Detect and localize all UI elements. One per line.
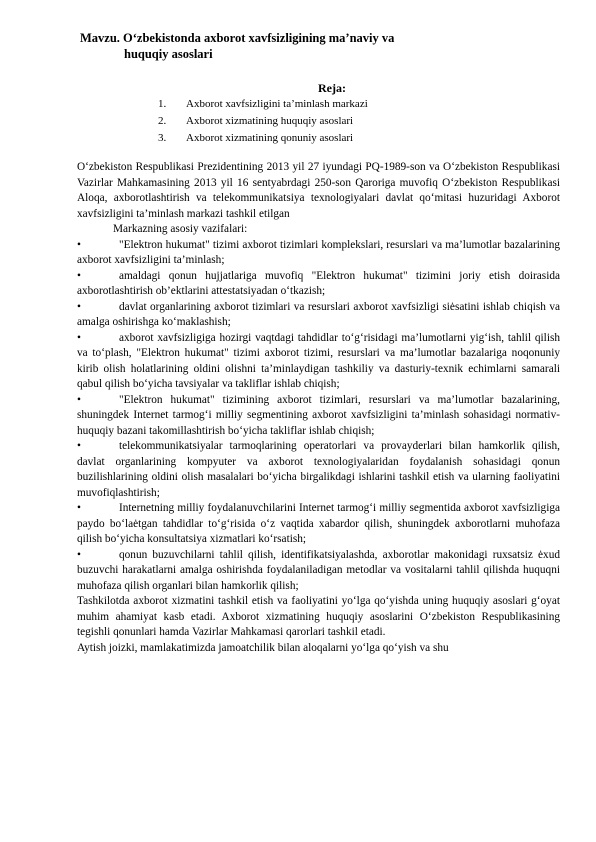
- plan-list: [158, 96, 488, 147]
- plan-item-text: Axborot xavfsizligini ta’minlash markazi: [186, 98, 368, 110]
- bullet-mark: •: [77, 331, 81, 344]
- intro-paragraph: O‘zbekiston Respublikasi Prezidentining 2013 yil 27 iyundagi PQ-1989-son va O‘zbekiston Respublikasi Vazirlar Mahkamasining 2013 yil 16 sentyabrdagi 250-son Qaroriga muvofiq O‘zbekiston Respublikasi Aloqa, axborotlashtirish va telekommunikatsiya texnologiyalari davlat qo‘mitasi huzuridagi Axborot xavfsizligini ta’minlash markazi tashkil etilgan: [77, 161, 560, 220]
- bullet-text: "Elektron hukumat" tizimining axborot tizimlari, resurslari va ma’lumotlar bazalarining, shuningdek Internet tarmog‘i milliy segmentining axborot xavfsizligini ta’minlash sohasidagi normativ-huquqiy bazani takomillashtirish bo‘yicha takliflar ishlab chiqish;: [77, 393, 560, 437]
- bullet-text: qonun buzuvchilarni tahlil qilish, identifikatsiyalashda, axborotlar makonidagi ruxsatsiz ėxud buzuvchi harakatlarni amalga oshirishda foydalaniladigan metodlar va vositalarni tahlil qilishda huquqni muhofaza qilish organlari bilan hamkorlik qilish;: [77, 548, 560, 592]
- bullet-item: [77, 269, 560, 300]
- plan-item-number: 2.: [158, 115, 167, 127]
- bullet-mark: •: [77, 440, 81, 452]
- bullet-item: [77, 439, 560, 501]
- document-title: [80, 30, 540, 62]
- bullet-item: [77, 331, 560, 393]
- title-line-2: huquqiy asoslari: [124, 47, 213, 61]
- bullet-mark: •: [77, 393, 81, 406]
- bullet-text: davlat organlarining axborot tizimlari va resurslari axborot xavfsizligi siėsatini ishlab chiqish va amalga oshirishga ko‘maklashish;: [77, 300, 560, 328]
- document-body: [77, 160, 560, 656]
- bullet-mark: •: [77, 502, 81, 514]
- bullet-text: Internetning milliy foydalanuvchilarini Internet tarmog‘i milliy segmentida axborot xavfsizligiga paydo bo‘laėtgan tahdidlar to‘g‘risida o‘z vaqtida xabardor qilish, shuningdek axborotlarni muhofaza qilish bo‘yicha konsultatsiya xizmatlari ko‘rsatish;: [77, 502, 560, 545]
- closing-paragraph: Tashkilotda axborot xizmatini tashkil etish va faoliyatini yo‘lga qo‘yishda uning huquqiy asoslari g‘oyat muhim ahamiyat kasb etadi. Axborot xizmatining huquqiy asoslarini O‘zbekiston Respublikasining tegishli qonunlari hamda Vazirlar Mahkamasi qarorlari tashkil etadi.: [77, 595, 560, 638]
- plan-heading: Reja:: [318, 81, 346, 95]
- plan-item-number: 1.: [158, 98, 167, 110]
- tasks-heading: Markazning asosiy vazifalari:: [113, 223, 248, 235]
- bullet-item: [77, 300, 560, 331]
- bullet-mark: •: [77, 238, 81, 251]
- bullet-item: [77, 548, 560, 595]
- plan-item-text: Axborot xizmatining huquqiy asoslari: [186, 115, 354, 127]
- plan-item: [158, 113, 488, 130]
- plan-item: [158, 96, 488, 113]
- plan-item-text: Axborot xizmatining qonuniy asoslari: [186, 132, 354, 144]
- bullet-item: [77, 501, 560, 548]
- bullet-text: telekommunikatsiyalar tarmoqlarining operatorlari va provayderlari bilan hamkorlik qilish, davlat organlarining kompyuter va axborot texnologiyalaridan foydalanish sohasidagi qonun buzilishlarining oldini olish masalalari bo‘yicha birgalikdagi ishlarini tashkil etish va ularning faoliyatini muvofiqlashtirish;: [77, 440, 560, 499]
- last-paragraph: Aytish joizki, mamlakatimizda jamoatchilik bilan aloqalarni yo‘lga qo‘yish va shu: [77, 641, 449, 654]
- bullet-text: amaldagi qonun hujjatlariga muvofiq "Elektron hukumat" tizimini joriy etish doirasida axborotlashtirish ob’ektlarini attestatsiyadan o‘tkazish;: [77, 269, 560, 297]
- plan-item-number: 3.: [158, 132, 167, 144]
- bullet-text: axborot xavfsizligiga hozirgi vaqtdagi tahdidlar to‘g‘risidagi ma’lumotlarni yig‘ish, tahlil qilish va to‘plash, "Elektron hukumat" tizimi axborot tizimi, resurslari va ma’lumotlar bazalariga noqonuniy kirib olish holatlarining oldini olishni ta’minlaydigan tashkiliy va dasturiy-texnik echimlarni samarali qabul qilish bo‘yicha tavsiyalar va takliflar ishlab chiqish;: [77, 331, 560, 390]
- plan-item: [158, 130, 488, 147]
- title-line-1: Mavzu. O‘zbekistonda axborot xavfsizligining ma’naviy va: [80, 31, 395, 45]
- bullet-mark: •: [77, 548, 81, 561]
- bullet-mark: •: [77, 300, 81, 313]
- bullet-text: "Elektron hukumat" tizimi axborot tizimlari komplekslari, resurslari va ma’lumotlar bazalarining axborot xavfsizligini ta’minlash;: [77, 238, 560, 266]
- bullet-item: [77, 393, 560, 440]
- bullet-item: [77, 238, 560, 269]
- bullet-mark: •: [77, 269, 81, 282]
